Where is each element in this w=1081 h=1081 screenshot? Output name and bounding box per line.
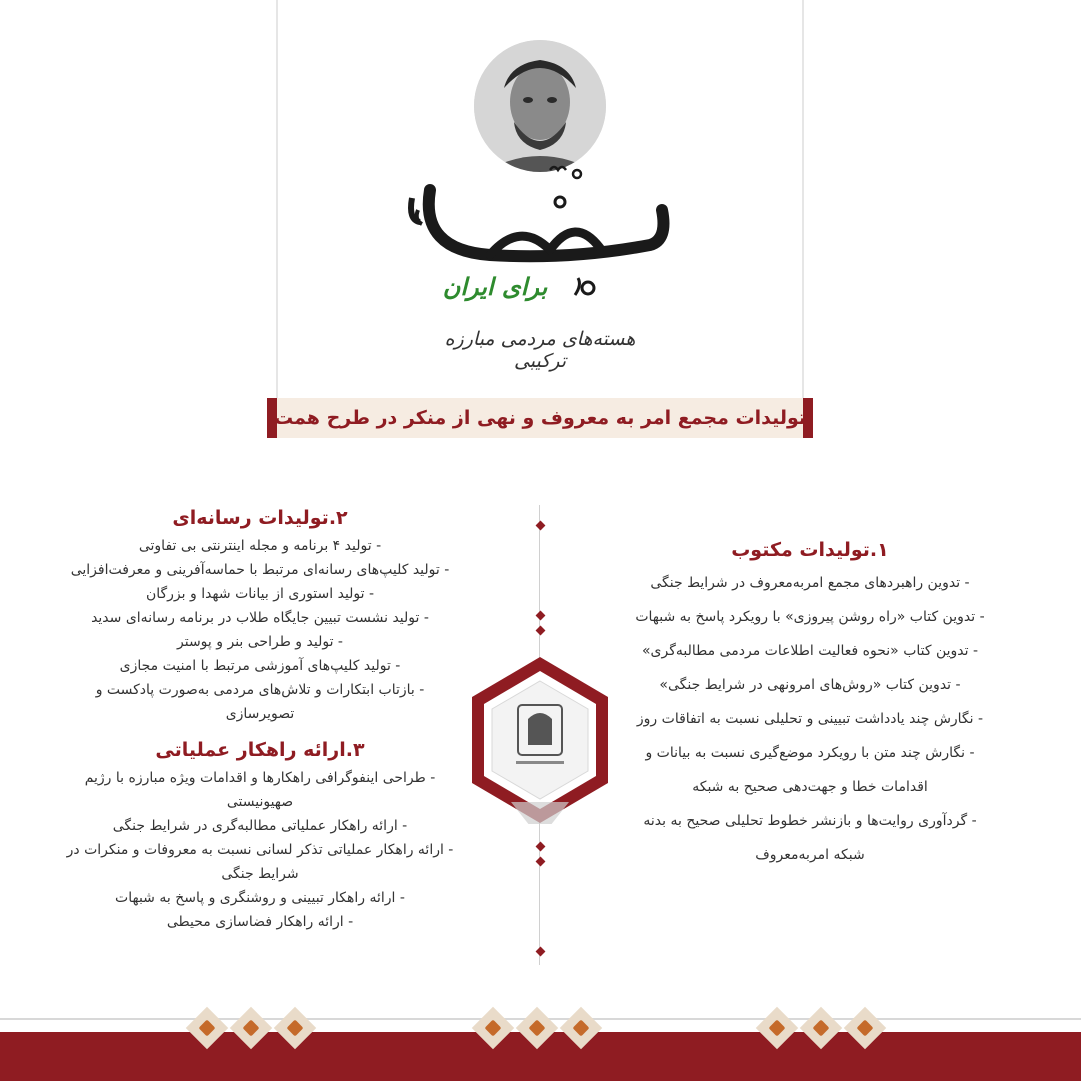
list-item: - ارائه راهکار تبیینی و روشنگری و پاسخ به شبهات (115, 890, 405, 906)
emblem-hexagon (468, 655, 612, 825)
list-item: - تولید کلیپ‌های رسانه‌ای مرتبط با حماسه‌آفرینی و معرفت‌افزایی (70, 562, 450, 578)
footer-ornament-group (192, 1013, 310, 1043)
left-vertical-rule (276, 0, 278, 400)
list-item: شبکه امربه‌معروف (755, 847, 865, 863)
ornament-icon (472, 1007, 514, 1049)
divider-diamond (536, 626, 546, 636)
ornament-icon (800, 1007, 842, 1049)
ornament-icon (560, 1007, 602, 1049)
list-item: صهیونیستی (226, 794, 294, 810)
list-item: - گردآوری روایت‌ها و بازنشر خطوط تحلیلی صحیح به بدنه (643, 813, 977, 829)
divider-diamond (536, 842, 546, 852)
title-banner (267, 398, 813, 438)
footer-ornament-group (762, 1013, 880, 1043)
ornament-icon (274, 1007, 316, 1049)
list-item: - طراحی اینفوگرافی راهکارها و اقدامات ویژه مبارزه با رژیم (84, 770, 436, 786)
footer-ornament-group (478, 1013, 596, 1043)
list-item: - بازتاب ابتکارات و تلاش‌های مردمی به‌صورت پادکست و (95, 682, 425, 698)
divider-diamond (536, 947, 546, 957)
page-title: تولیدات مجمع امر به معروف و نهی از منکر در طرح همت (273, 407, 807, 429)
tagline: هسته‌های مردمی مبارزه ترکیبی (444, 328, 636, 372)
ornament-icon (756, 1007, 798, 1049)
section-title: ۱.تولیدات مکتوب (731, 539, 889, 561)
logo-subtitle: برای ایران (442, 272, 548, 301)
list-item: - تولید کلیپ‌های آموزشی مرتبط با امنیت مجازی (119, 658, 401, 674)
left-sections (60, 506, 460, 934)
list-item: - تدوین کتاب «روش‌های امرونهی در شرایط جنگی» (659, 677, 961, 693)
list-item: - تولید استوری از بیانات شهدا و بزرگان (145, 586, 375, 602)
section-title: ۳.ارائه راهکار عملیاتی (155, 739, 365, 761)
list-item: - ارائه راهکار فضاسازی محیطی (166, 914, 354, 930)
ornament-icon (516, 1007, 558, 1049)
divider-diamond (536, 521, 546, 531)
list-item: - ارائه راهکار عملیاتی تذکر لسانی نسبت به معروفات و منکرات در (66, 842, 454, 858)
right-vertical-rule (802, 0, 804, 400)
list-item: - ارائه راهکار عملیاتی مطالبه‌گری در شرایط جنگی (112, 818, 408, 834)
list-item: - تدوین راهبردهای مجمع امربه‌معروف در شرایط جنگی (650, 575, 970, 591)
list-item: - تولید و طراحی بنر و پوستر (177, 634, 343, 650)
divider-diamond (536, 857, 546, 867)
written-section (625, 538, 995, 872)
divider-diamond (536, 611, 546, 621)
list-item: شرایط جنگی (221, 866, 299, 882)
section-title: ۲.تولیدات رسانه‌ای (172, 507, 348, 529)
list-item: تصویرسازی (225, 706, 295, 722)
list-item: - تولید ۴ برنامه و مجله اینترنتی بی تفاوتی (138, 538, 382, 554)
ornament-icon (230, 1007, 272, 1049)
list-item: - تولید نشست تبیین جایگاه طلاب در برنامه رسانه‌ای سدید (91, 610, 429, 626)
list-item: اقدامات خطا و جهت‌دهی صحیح به شبکه (692, 779, 928, 795)
list-item: - تدوین کتاب «راه روشن پیروزی» با رویکرد پاسخ به شبهات (635, 609, 985, 625)
list-item: - تدوین کتاب «نحوه فعالیت اطلاعات مردمی مطالبه‌گری» (641, 643, 979, 659)
list-item: - نگارش چند متن با رویکرد موضع‌گیری نسبت به بیانات و (645, 745, 975, 761)
list-item: - نگارش چند یادداشت تبیینی و تحلیلی نسبت به اتفاقات روز (636, 711, 984, 727)
ornament-icon (186, 1007, 228, 1049)
ornament-icon (844, 1007, 886, 1049)
